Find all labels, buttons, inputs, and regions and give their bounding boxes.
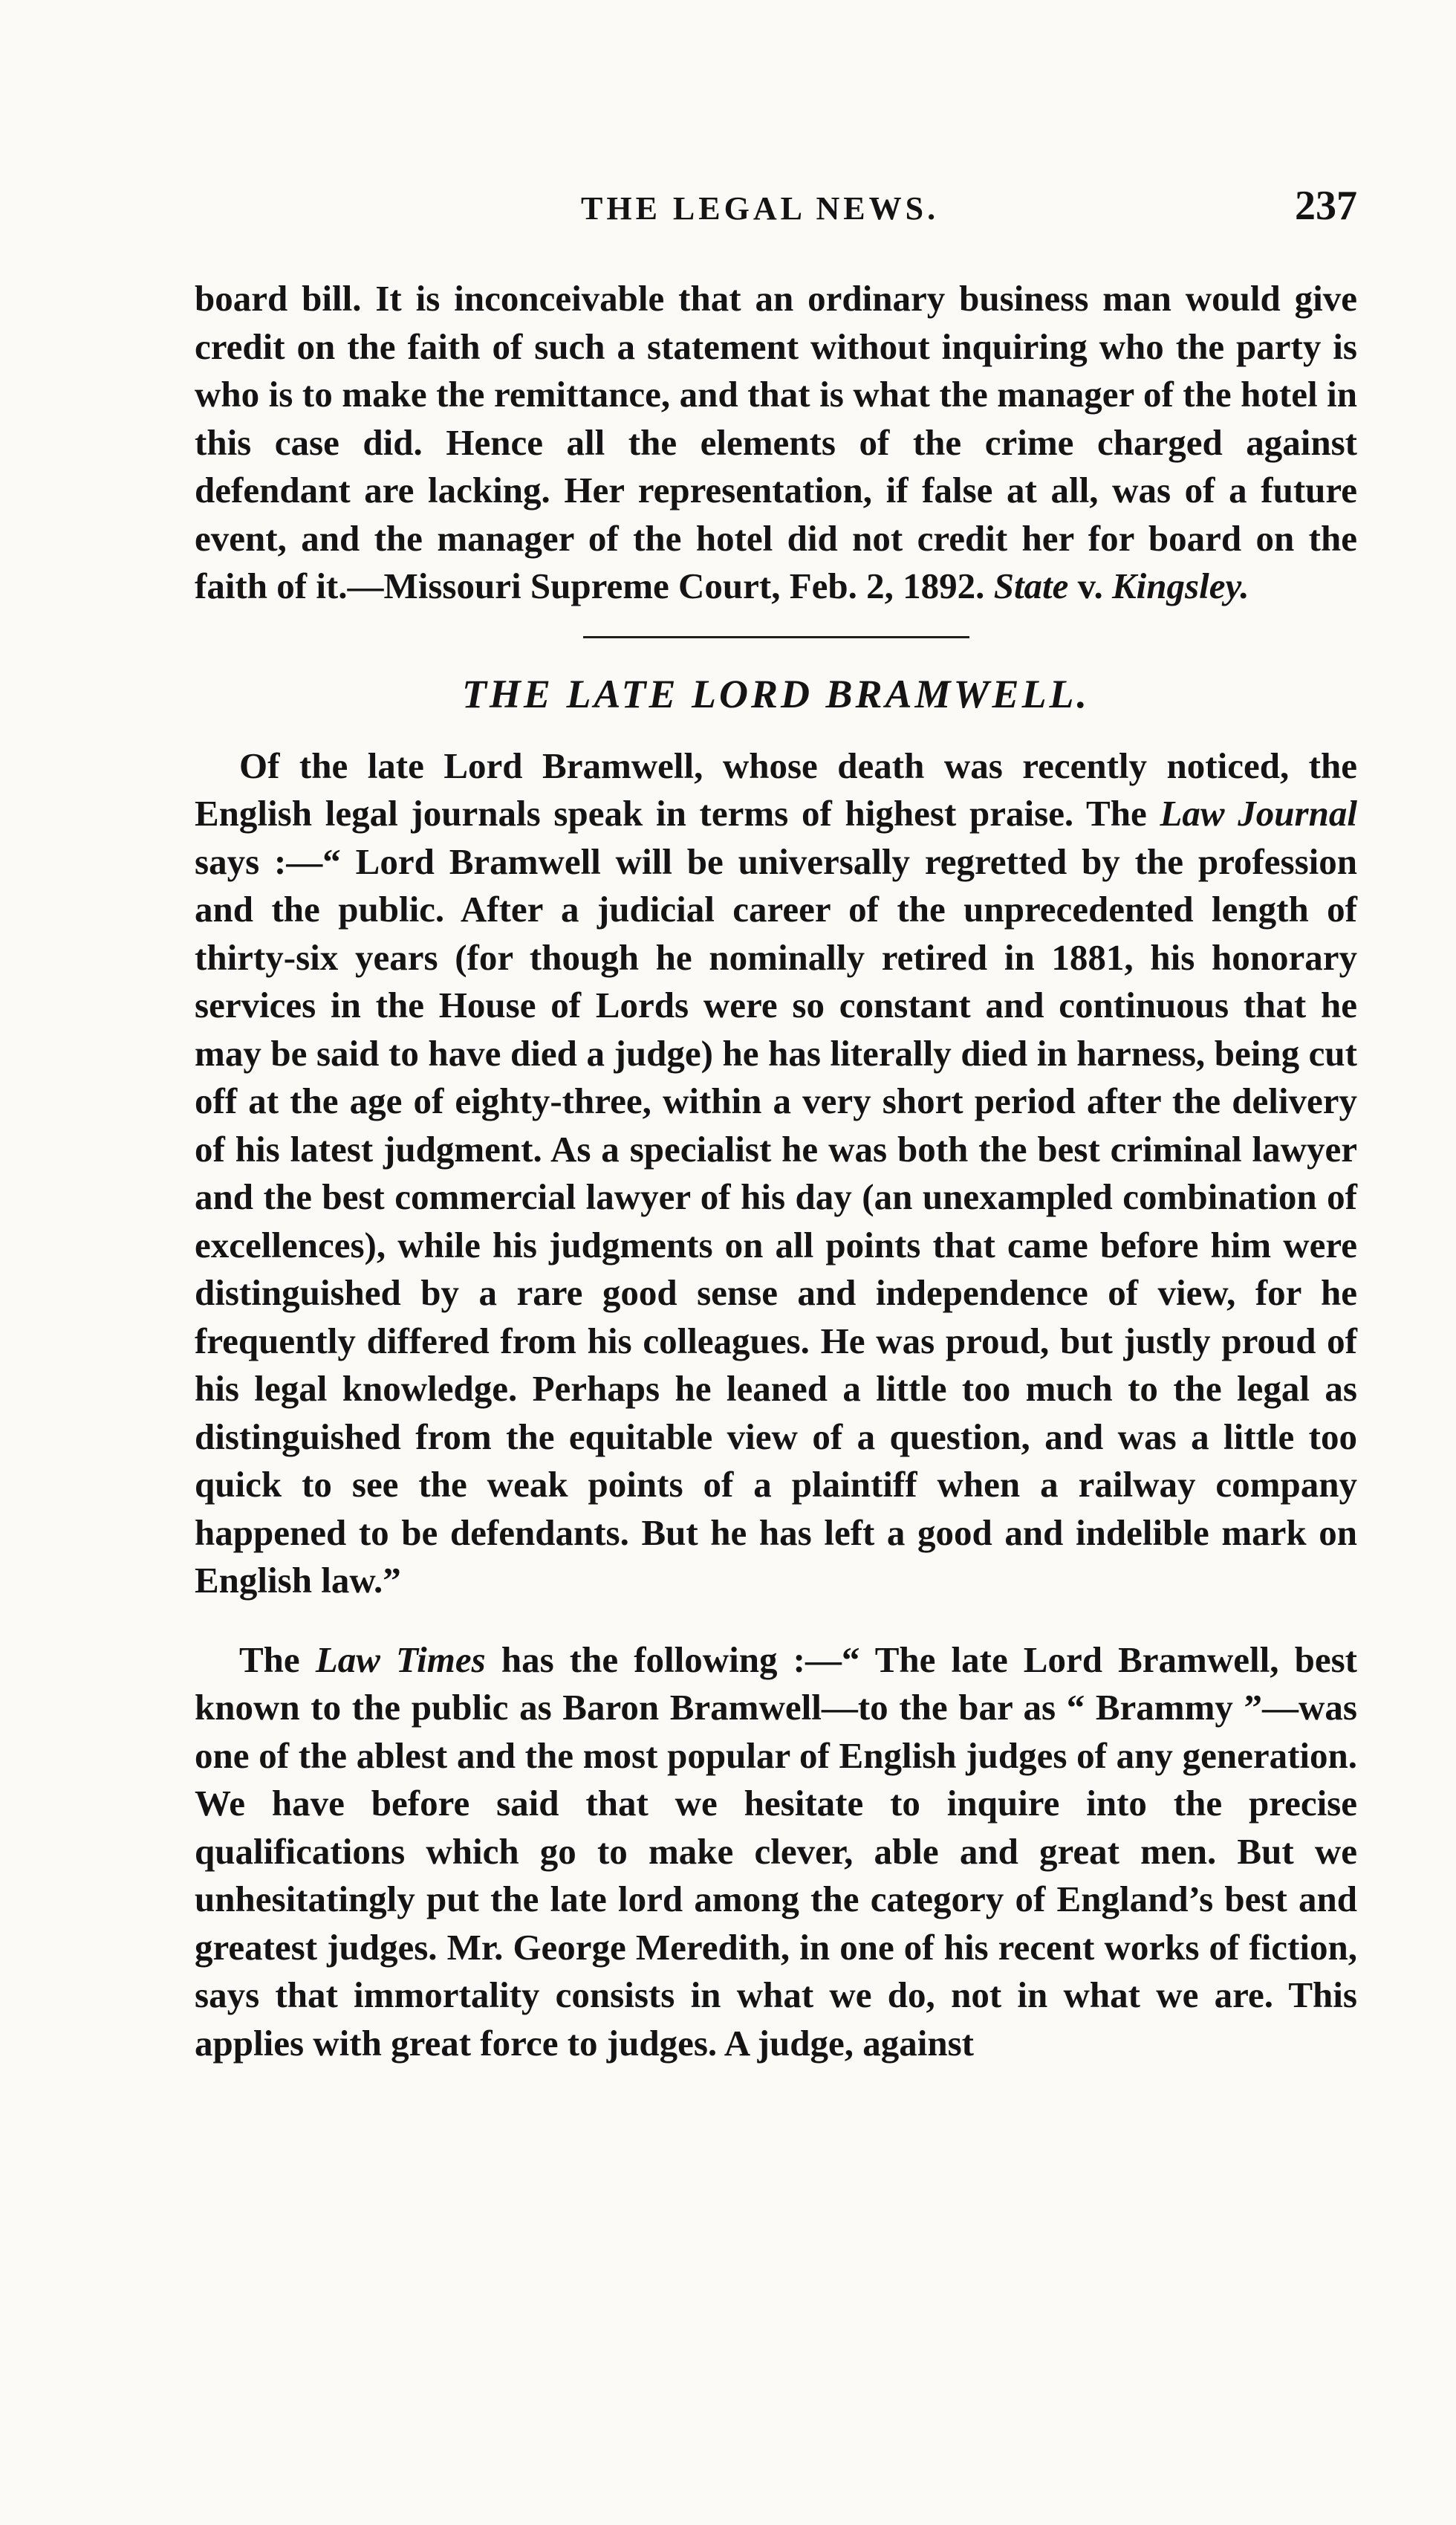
p2-rest: has the following :—“ The late Lord Bramwell, best known to the public as Baron Bramwell—to the bar as “ Brammy ”—was one of the ablest and the most popular of English judges of any generation. We have before said that we hesitate to inquire into the precise qualifications which go to make clever, able and great men. But we unhesitatingly put the late lord among the category of England’s best and greatest judges. Mr. George Meredith, in one of his recent works of fiction, says that immortality consists in what we do, not in what we are. This applies with great force to judges. A judge, against xyxy=(195,1639,1357,2064)
continuation-text: board bill. It is inconceivable that an ordinary business man would give credit on the faith of such a statement without inquiring who the party is who is to make the remittance, and that is what the manager of the hotel in this case did. Hence all the elements of the crime charged against defendant are lacking. Her representation, if false at all, was of a future event, and the manager of the hotel did not credit her for board on the faith of it.—Missouri Supreme Court, Feb. 2, 1892. xyxy=(195,278,1357,606)
page-number: 237 xyxy=(1295,183,1357,229)
p1-journal-name: Law Journal xyxy=(1160,793,1357,834)
continuation-paragraph xyxy=(195,275,1357,611)
running-title: THE LEGAL NEWS. xyxy=(581,190,940,227)
case-party: Kingsley. xyxy=(1111,565,1249,606)
p1-start: Of the late Lord Bramwell, whose death was recently noticed, the English legal journals speak in terms of highest praise. The xyxy=(195,745,1357,834)
article-paragraph-1 xyxy=(195,742,1357,1605)
p2-start: The xyxy=(239,1639,316,1680)
p1-rest: says :—“ Lord Bramwell will be universally regretted by the profession and the public. After a judicial career of the unprecedented length of thirty-six years (for though he nominally retired in 1881, his honorary services in the House of Lords were so constant and continuous that he may be said to have died a judge) he has literally died in harness, being cut off at the age of eighty-three, within a very short period after the delivery of his latest judgment. As a specialist he was both the best criminal lawyer and the best commercial lawyer of his day (an unexampled combination of excellences), while his judgments on all points that came before him were distinguished by a rare good sense and independence of view, for he frequently differed from his colleagues. He was proud, but justly proud of his legal knowledge. Perhaps he leaned a little too much to the legal as distinguished from the equitable view of a question, and was a little too quick to see the weak points of a plaintiff when a railway company happened to be defendants. But he has left a good and indelible mark on English law.” xyxy=(195,840,1357,1601)
case-name: State xyxy=(993,565,1069,606)
p2-journal-name: Law Times xyxy=(315,1639,486,1680)
article-paragraph-2 xyxy=(195,1636,1357,2068)
article-title: THE LATE LORD BRAMWELL. xyxy=(461,671,1091,716)
section-divider xyxy=(583,636,969,638)
text-column xyxy=(195,275,1357,2067)
running-head xyxy=(195,182,1357,242)
case-versus: v. xyxy=(1068,565,1112,606)
